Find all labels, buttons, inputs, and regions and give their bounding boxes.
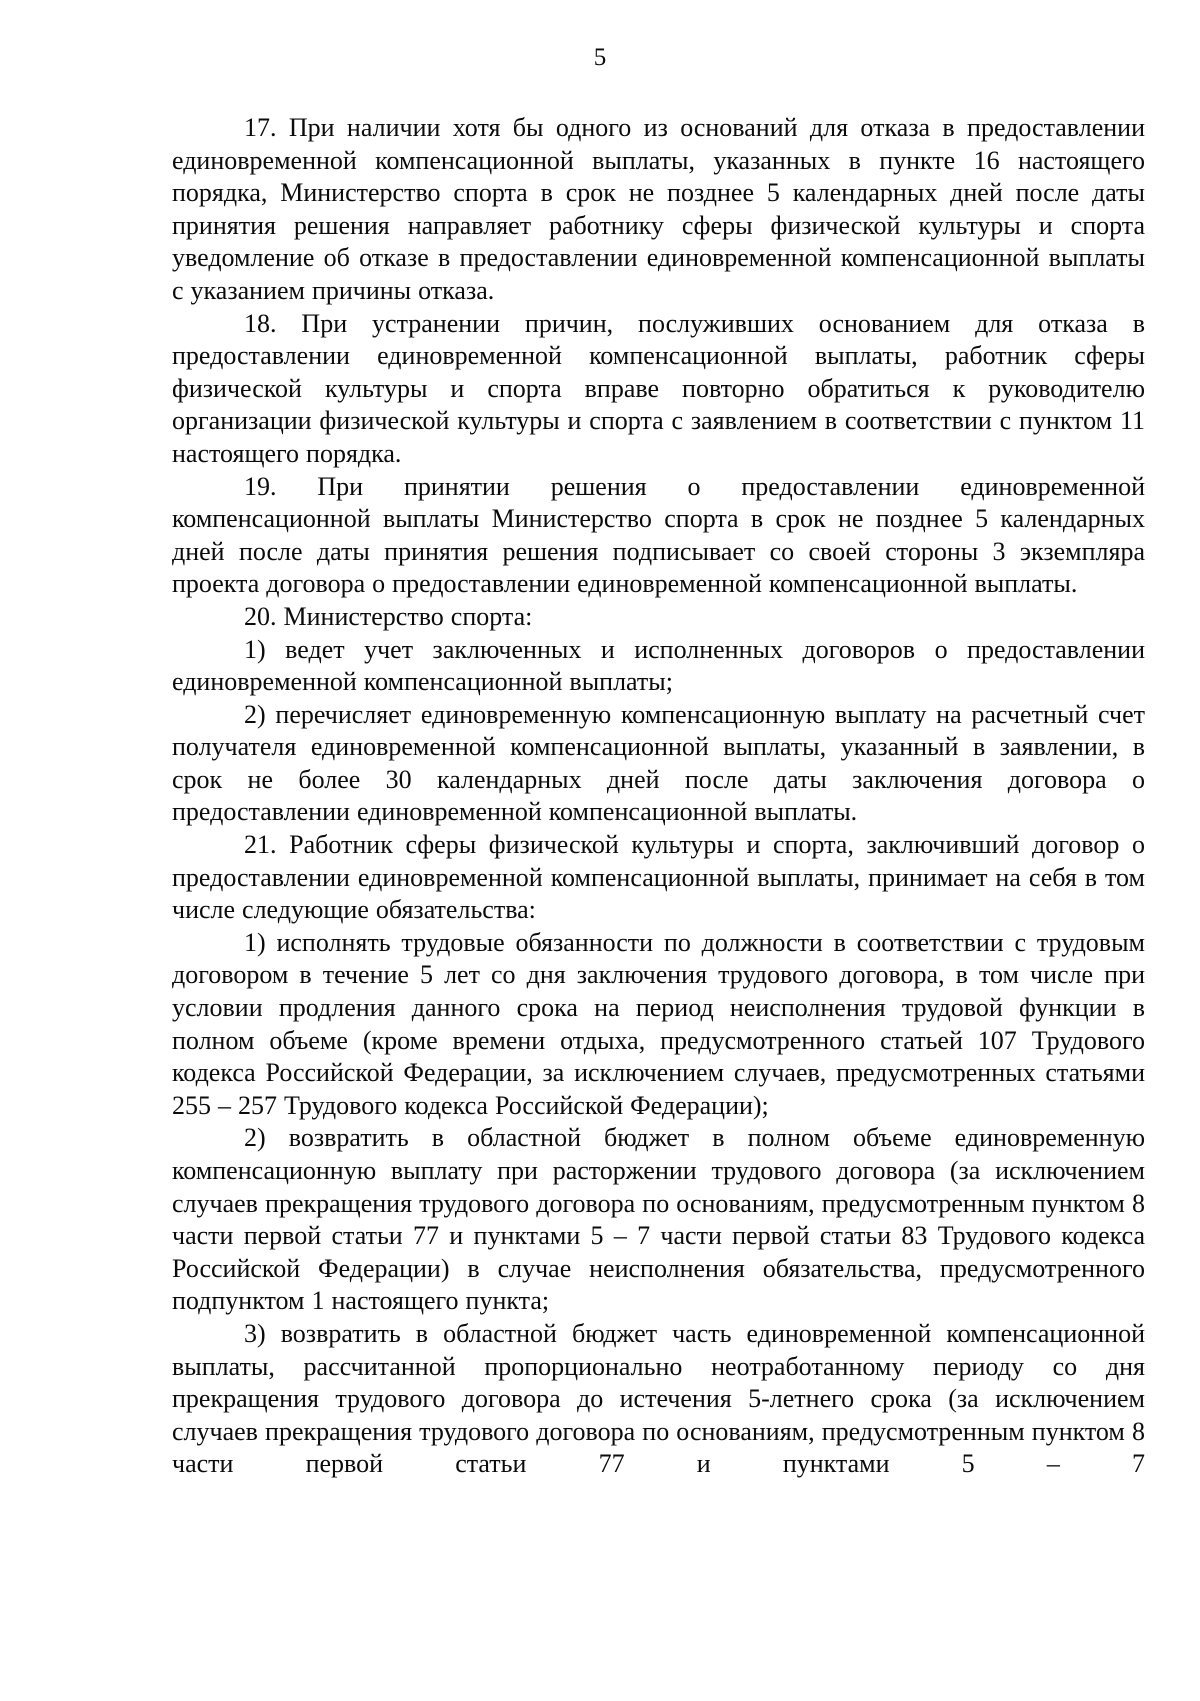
paragraph-19: 19. При принятии решения о предоставлении единовременной компенсационной выплаты Министерство спорта в срок не позднее 5 календарных дней после даты принятия решения подписывает со своей стороны 3 экземпляра проекта договора о предоставлении единовременной компенсационной выплаты.: [172, 471, 1145, 599]
paragraph-17: 17. При наличии хотя бы одного из оснований для отказа в предоставлении единовременной компенсационной выплаты, указанных в пункте 16 настоящего порядка, Министерство спорта в срок не позднее 5 календарных дней после даты принятия решения направляет работнику сферы физической культуры и спорта уведомление об отказе в предоставлении единовременной компенсационной выплаты с указанием причины отказа.: [172, 113, 1145, 305]
document-body: [172, 112, 1145, 1481]
paragraph-18: 18. При устранении причин, послуживших основанием для отказа в предоставлении единовременной компенсационной выплаты, работник сферы физической культуры и спорта вправе повторно обратиться к руководителю организации физической культуры и спорта с заявлением в соответствии с пунктом 11 настоящего порядка.: [172, 308, 1145, 468]
paragraph-21-item-3: 3) возвратить в областной бюджет часть единовременной компенсационной выплаты, рассчитанной пропорционально неотработанному периоду со дня прекращения трудового договора до истечения 5-летнего срока (за исключением случаев прекращения трудового договора по основаниям, предусмотренным пунктом 8 части первой статьи 77 и пунктами 5 – 7: [172, 1318, 1145, 1479]
paragraph-21: 21. Работник сферы физической культуры и спорта, заключивший договор о предоставлении единовременной компенсационной выплаты, принимает на себя в том числе следующие обязательства:: [172, 830, 1145, 925]
paragraph-21-item-1: 1) исполнять трудовые обязанности по должности в соответствии с трудовым договором в течение 5 лет со дня заключения трудового договора, в том числе при условии продления данного срока на период неисполнения трудовой функции в полном объеме (кроме времени отдыха, предусмотренного статьей 107 Трудового кодекса Российской Федерации, за исключением случаев, предусмотренных статьями 255 – 257 Трудового кодекса Российской Федерации);: [172, 927, 1145, 1120]
paragraph-20-item-2: 2) перечисляет единовременную компенсационную выплату на расчетный счет получателя единовременной компенсационной выплаты, указанный в заявлении, в срок не более 30 календарных дней после даты заключения договора о предоставлении единовременной компенсационной выплаты.: [172, 699, 1145, 827]
page-number: 5: [593, 44, 607, 71]
paragraph-20-item-1: 1) ведет учет заключенных и исполненных договоров о предоставлении единовременной компенсационной выплаты;: [172, 634, 1145, 697]
paragraph-20: 20. Министерство спорта:: [244, 601, 533, 631]
paragraph-21-item-2: 2) возвратить в областной бюджет в полном объеме единовременную компенсационную выплату при расторжении трудового договора (за исключением случаев прекращения трудового договора по основаниям, предусмотренным пунктом 8 части первой статьи 77 и пунктами 5 – 7 части первой статьи 83 Трудового кодекса Российской Федерации) в случае неисполнения обязательства, предусмотренного подпунктом 1 настоящего пункта;: [172, 1123, 1145, 1316]
